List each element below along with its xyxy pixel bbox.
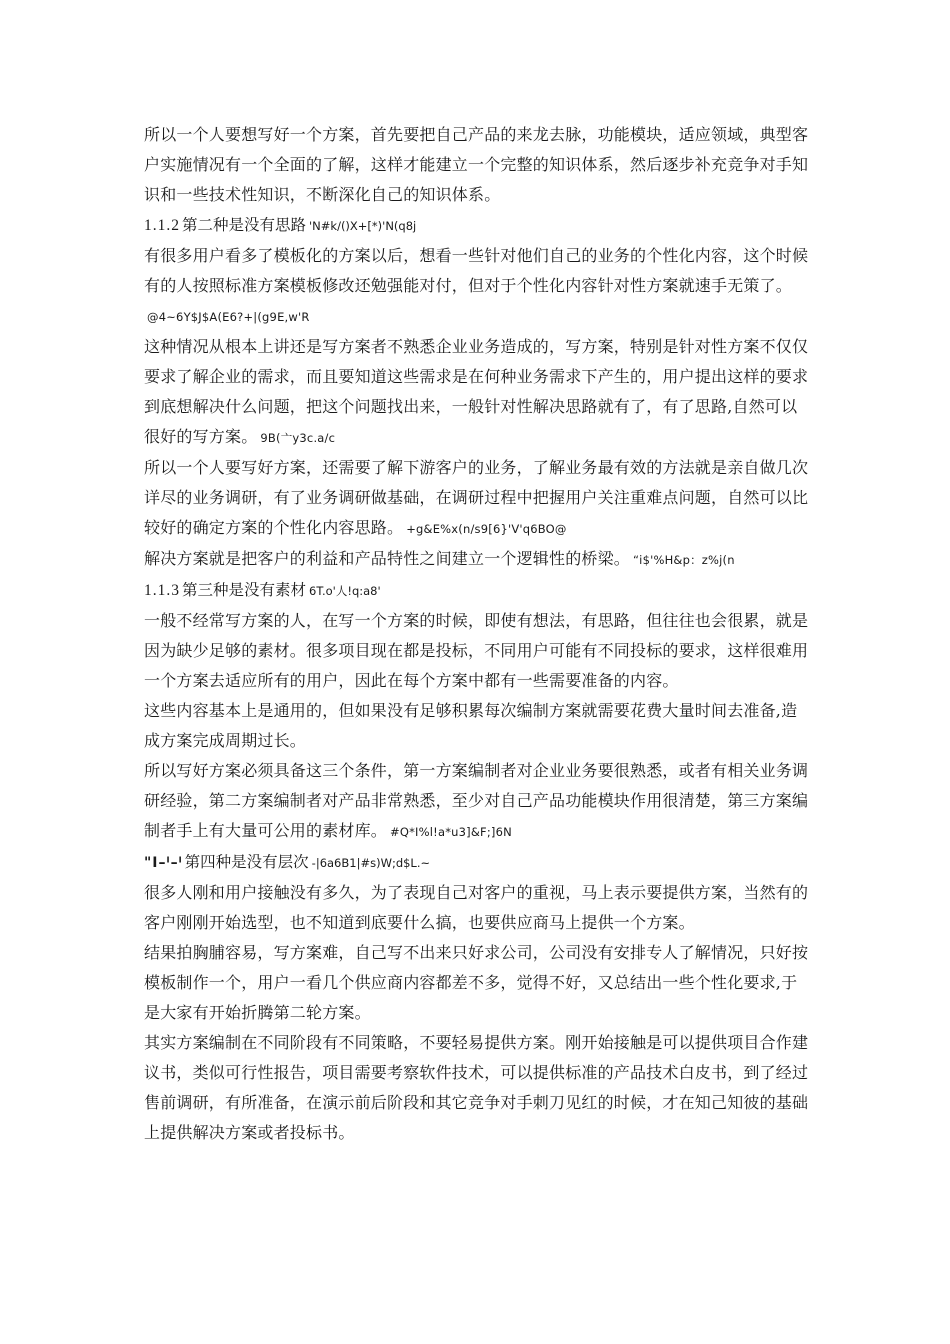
section-number: "I–ˡ–ˡ — [144, 855, 183, 871]
section-title: 第二种是没有思路 — [182, 216, 307, 234]
paragraph-text: 这些内容基本上是通用的，但如果没有足够积累每次编制方案就需要花费大量时间去准备,造成方案完成周期过长。 — [144, 701, 798, 750]
section-number: 1.1.3 — [144, 582, 180, 599]
body-paragraph — [144, 453, 810, 544]
garbled-text: 6T.o'人!q:a8' — [309, 584, 381, 598]
body-paragraph — [144, 332, 810, 453]
garbled-text: @4~6Y$J$A(E6?+|(g9E,w'R — [147, 310, 310, 324]
body-paragraph — [144, 756, 810, 847]
paragraph-text: 有很多用户看多了模板化的方案以后，想看一些针对他们自己的业务的个性化内容，这个时候有的人按照标准方案模板修改还勉强能对付，但对于个性化内容针对性方案就速手无策了。 — [144, 246, 809, 295]
body-paragraph — [144, 241, 810, 332]
body-paragraph — [144, 544, 810, 575]
body-paragraph — [144, 120, 810, 210]
section-heading — [144, 575, 810, 606]
paragraph-text: 所以一个人要想写好一个方案，首先要把自己产品的来龙去脉，功能模块，适应领域，典型客户实施情况有一个全面的了解，这样才能建立一个完整的知识体系，然后逐步补充竞争对手知识和一些技术性知识，不断深化自己的知识体系。 — [144, 125, 809, 204]
section-heading — [144, 210, 810, 241]
garbled-text: +g&E%x(n/s9[6}'V'q6BO@ — [406, 522, 567, 536]
garbled-text: -|6a6B1|#s)W;d$L.~ — [311, 856, 431, 870]
section-title: 第四种是没有层次 — [184, 853, 309, 871]
paragraph-text: 这种情况从根本上讲还是写方案者不熟悉企业业务造成的，写方案，特别是针对性方案不仅仅要求了解企业的需求，而且要知道这些需求是在何种业务需求下产生的，用户提出这样的要求到底想解决什么问题，把这个问题找出来，一般针对性解决思路就有了，有了思路,自然可以很好的写方案。 — [144, 337, 809, 446]
paragraph-text: 所以写好方案必须具备这三个条件，第一方案编制者对企业业务要很熟悉，或者有相关业务调研经验，第二方案编制者对产品非常熟悉，至少对自己产品功能模块作用很清楚，第三方案编制者手上有大量可公用的素材库。 — [144, 761, 809, 840]
paragraph-text: 很多人刚和用户接触没有多久，为了表现自己对客户的重视，马上表示要提供方案，当然有的客户刚刚开始选型，也不知道到底要什么搞，也要供应商马上提供一个方案。 — [144, 883, 809, 932]
paragraph-text: 解决方案就是把客户的利益和产品特性之间建立一个逻辑性的桥梁。 — [144, 549, 631, 568]
garbled-text: 9B(亠y3c.a/c — [260, 431, 336, 445]
body-paragraph — [144, 606, 810, 696]
document-body — [144, 120, 810, 1148]
body-paragraph — [144, 878, 810, 938]
section-heading — [144, 847, 810, 878]
section-title: 第三种是没有素材 — [182, 581, 307, 599]
section-number: 1.1.2 — [144, 217, 180, 234]
paragraph-text: 其实方案编制在不同阶段有不同策略，不要轻易提供方案。刚开始接触是可以提供项目合作建议书，类似可行性报告，项目需要考察软件技术，可以提供标准的产品技术白皮书，到了经过售前调研，有所准备，在演示前后阶段和其它竞争对手刺刀见红的时候，才在知己知彼的基础上提供解决方案或者投标书。 — [144, 1033, 809, 1142]
paragraph-text: 所以一个人要写好方案，还需要了解下游客户的业务，了解业务最有效的方法就是亲自做几次详尽的业务调研，有了业务调研做基础，在调研过程中把握用户关注重难点问题，自然可以比较好的确定方案的个性化内容思路。 — [144, 458, 809, 537]
paragraph-text: 一般不经常写方案的人，在写一个方案的时候，即使有想法，有思路，但往往也会很累，就是因为缺少足够的素材。很多项目现在都是投标，不同用户可能有不同投标的要求，这样很难用一个方案去适应所有的用户，因此在每个方案中都有一些需要准备的内容。 — [144, 611, 809, 690]
garbled-text: “i$'%H&p：z%j(n — [633, 553, 735, 567]
paragraph-text: 结果拍胸脯容易，写方案难，自己写不出来只好求公司，公司没有安排专人了解情况，只好按模板制作一个，用户一看几个供应商内容都差不多，觉得不好，又总结出一些个性化要求,于是大家有开始折腾第二轮方案。 — [144, 943, 809, 1022]
body-paragraph — [144, 696, 810, 756]
body-paragraph — [144, 1028, 810, 1148]
garbled-text: #Q*I%l!a*u3]&F;]6N — [390, 825, 512, 839]
garbled-text: 'N#k/()X+[*)'N(q8j — [309, 219, 417, 233]
body-paragraph — [144, 938, 810, 1028]
